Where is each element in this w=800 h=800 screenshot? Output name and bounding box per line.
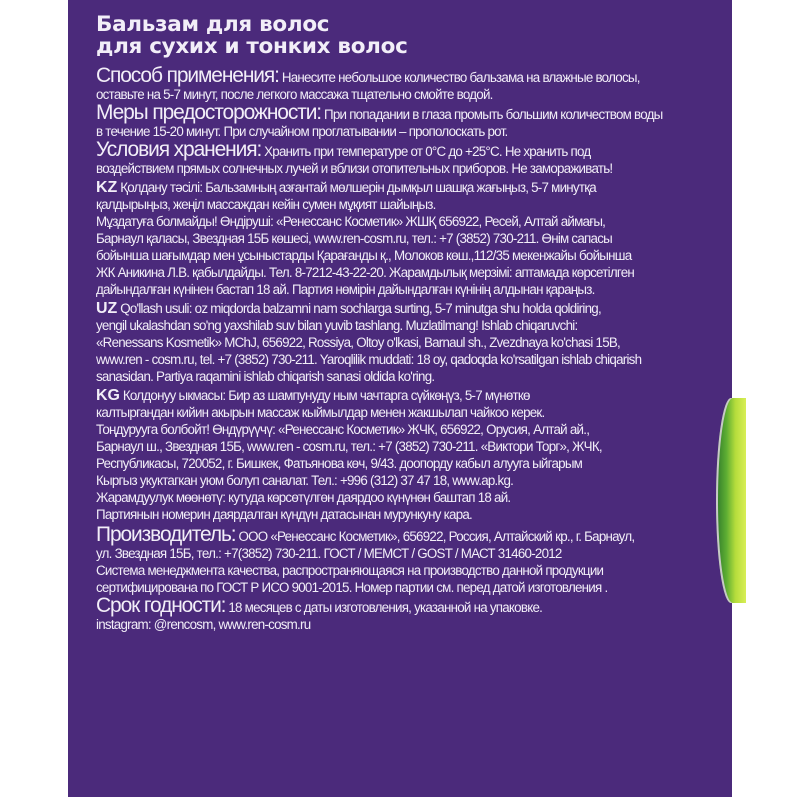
uz-line: Qo'llash usuli: oz miqdorda balzamni nam sochlarga surting, 5-7 minutga shu holda qoldiring, xyxy=(117,301,601,316)
kg-line: Барнаул ш., Звездная 15Б, www.ren - cosm.ru, тел.: +7 (3852) 730-211. «Виктори Торг», ЖЧК, xyxy=(96,439,602,454)
kg-section xyxy=(96,387,724,404)
precautions-heading: Меры предосторожности: xyxy=(96,101,322,124)
kz-line: Барнаул қаласы, Звездная 15Б көшесі, www.ren-cosm.ru, тел.: +7 (3852) 730-211. Өнім сапасы xyxy=(96,231,612,246)
kg-line: Республикасы, 720052, г. Бишкек, Фатьянова көч, 9/43. доопорду кабыл алууга ыйгарым xyxy=(96,456,583,471)
kz-line: бойынша шағымдар мен ұсыныстарды Қарағанды қ., Молоков көш.,112/35 мекенжайы бойынша xyxy=(96,248,632,263)
kz-line: Қолдану тәсілі: Бальзамның азғантай мөлшерін дымқыл шашқа жағыңыз, 5-7 минутқа xyxy=(117,180,596,195)
kg-line: Колдонуу ыкмасы: Бир аз шампунуду ным чачтарга сүйкөңүз, 5-7 мүнөткө xyxy=(119,388,530,403)
kz-line: ЖК Аникина Л.В. қабылдайды. Тел. 8-7212-43-22-20. Жарамдылық мерзімі: аптамада көрсетілген xyxy=(96,265,635,280)
kg-line: Жарамдуулук мөөнөтү: кутуда көрсөтүлгөн даярдоо күнүнөн баштап 18 ай. xyxy=(96,490,511,505)
manufacturer-heading: Производитель: xyxy=(96,523,236,546)
manufacturer-section xyxy=(96,525,724,545)
product-title-line-1: Бальзам для волос xyxy=(96,12,330,37)
shelf-life-heading: Срок годности: xyxy=(96,594,226,617)
label-content xyxy=(96,14,726,633)
kz-code: KZ xyxy=(96,179,118,196)
uz-line: «Renessans Kosmetik» MChJ, 656922, Rossiya, Oltoy o'lkasi, Barnaul sh., Zvezdnaya ko'chasi 15B, xyxy=(96,335,621,350)
kg-line: Тоңдурууга болбойт! Өндүрүүчү: «Ренессанс Косметик» ЖЧК, 656922, Орусия, Алтай ай., xyxy=(96,422,590,437)
product-title xyxy=(96,14,726,58)
storage-text: Хранить при температуре от 0°C до +25°C. Не хранить под xyxy=(261,144,591,159)
uz-line: yengil ukalashdan so'ng yaxshilab suv bilan yuvib tashlang. Muzlatilmang! Ishlab chiqaruvchi: xyxy=(96,318,578,333)
usage-section xyxy=(96,66,724,86)
manufacturer-text-2: ул. Звездная 15Б, тел.: +7(3852) 730-211. ГОСТ / МЕМСТ / GOST / МАСТ 31460-2012 xyxy=(96,546,562,561)
kz-section xyxy=(96,179,724,196)
precautions-text-2: в течение 15-20 минут. При случайном проглатывании – прополоскать рот. xyxy=(96,124,508,139)
manufacturer-text-3: Система менеджмента качества, распространяющаяся на производство данной продукции xyxy=(96,563,604,578)
usage-text-2: оставьте на 5-7 минут, после легкого массажа тщательно смойте водой. xyxy=(96,87,493,102)
storage-heading: Условия хранения: xyxy=(96,138,262,161)
uz-line: www.ren - cosm.ru, tel. +7 (3852) 730-211. Yaroqlilik muddati: 18 oy, qadoqda ko'rsatilgan ishlab chiqarish xyxy=(96,352,642,367)
precautions-text: При попадании в глаза промыть большим количеством воды xyxy=(321,107,663,122)
usage-heading: Способ применения: xyxy=(96,64,279,87)
manufacturer-text: ООО «Ренессанс Косметик», 656922, Россия, Алтайский кр., г. Барнаул, xyxy=(235,529,635,544)
kz-line: Мұздатуға болмайды! Өндіруші: «Ренессанс Косметик» ЖШҚ 656922, Ресей, Алтай аймағы, xyxy=(96,214,606,229)
storage-text-2: воздействием прямых солнечных лучей и вблизи отопительных приборов. Не замораживать! xyxy=(96,161,613,176)
kg-line: калтыргандан кийин акырын массаж кыймылдар менен жакшылап чайкоо керек. xyxy=(96,405,545,420)
precautions-section xyxy=(96,103,724,123)
kg-line: Кыргыз укуктагкан уюм болуп саналат. Тел.: +996 (312) 37 47 18, www.ap.kg. xyxy=(96,473,514,488)
kg-code: KG xyxy=(96,387,120,404)
usage-text: Нанесите небольшое количество бальзама на влажные волосы, xyxy=(278,70,640,85)
kz-line: қалдырыңыз, жеңіл массаждан кейін сумен мұқият шайыңыз. xyxy=(96,197,436,212)
product-title-line-2: для сухих и тонких волос xyxy=(96,34,408,59)
shelf-life-text: 18 месяцев с даты изготовления, указанной на упаковке. xyxy=(225,600,543,615)
storage-section xyxy=(96,140,724,160)
uz-line: sanasidan. Partiya raqamini ishlab chiqarish sanasi oldida ko'ring. xyxy=(96,369,435,384)
uz-code: UZ xyxy=(96,300,118,317)
shelf-life-section xyxy=(96,596,724,616)
kg-line: Партиянын номерин даярдалган күндүн датасынан мурункуну кара. xyxy=(96,507,473,522)
manufacturer-text-4: сертифицирована по ГОСТ Р ИСО 9001-2015. Номер партии см. перед датой изготовления . xyxy=(96,580,608,595)
social-links: instagram: @rencosm, www.ren-cosm.ru xyxy=(96,617,311,632)
uz-section xyxy=(96,300,724,317)
kz-line: дайындалған күнінен бастап 18 ай. Партия нөмірін дайындалған күнінің алдынан қараңыз. xyxy=(96,282,595,297)
